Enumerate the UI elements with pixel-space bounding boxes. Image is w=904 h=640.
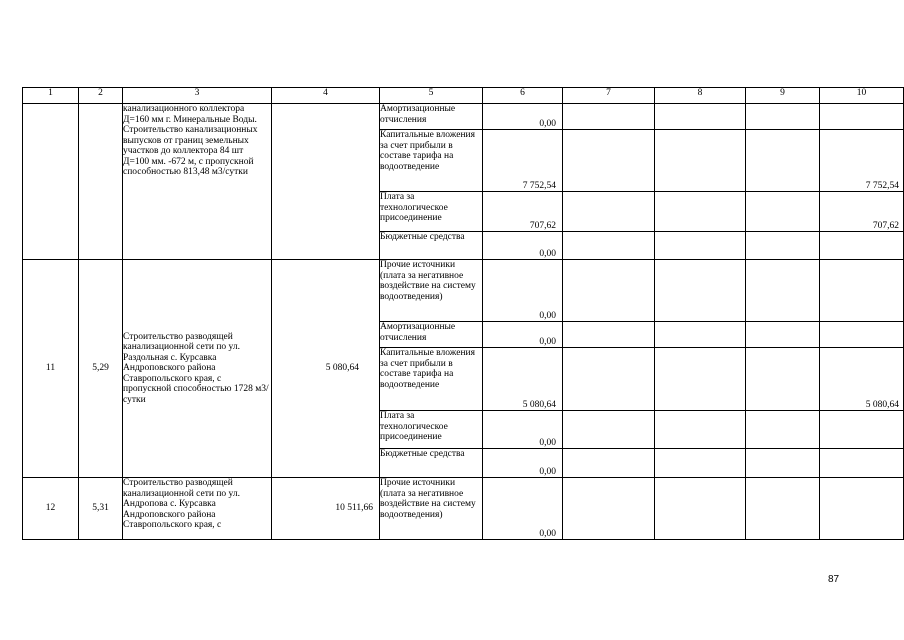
column-header: 1 <box>23 88 79 104</box>
amount-col10 <box>820 260 904 322</box>
row-number-cell: 12 <box>23 478 79 540</box>
funding-source: Прочие источники (плата за негативное воздействие на систему водоотведения) <box>380 478 483 540</box>
amount-col10 <box>820 449 904 478</box>
item-code-cell <box>79 104 123 260</box>
amount-col10: 707,62 <box>820 192 904 232</box>
funding-source: Капитальные вложения за счет прибыли в составе тарифа на водоотведение <box>380 348 483 411</box>
amount-col10 <box>820 478 904 540</box>
project-description: Строительство разводящей канализационной сети по ул. Раздольная с. Курсавка Андроповского района Ставропольского края, с пропускной способностью 1728 м3/сутки <box>123 260 272 478</box>
item-code-cell: 5,31 <box>79 478 123 540</box>
funding-source: Прочие источники (плата за негативное воздействие на систему водоотведения) <box>380 260 483 322</box>
funding-source: Амортизационные отчисления <box>380 104 483 130</box>
amount-col6: 0,00 <box>483 449 563 478</box>
amount-col6: 0,00 <box>483 104 563 130</box>
amount-col6: 0,00 <box>483 478 563 540</box>
amount-col6: 0,00 <box>483 322 563 348</box>
row-number-cell: 11 <box>23 260 79 478</box>
column-header: 4 <box>272 88 380 104</box>
funding-source: Бюджетные средства <box>380 232 483 260</box>
item-code-cell: 5,29 <box>79 260 123 478</box>
table-row <box>23 478 904 540</box>
column-header: 6 <box>483 88 563 104</box>
column-header: 7 <box>563 88 655 104</box>
row-number-cell <box>23 104 79 260</box>
amount-col10 <box>820 104 904 130</box>
amount-col6: 0,00 <box>483 260 563 322</box>
table-row <box>23 104 904 130</box>
funding-source: Капитальные вложения за счет прибыли в составе тарифа на водоотведение <box>380 130 483 192</box>
column-header: 5 <box>380 88 483 104</box>
column-header: 2 <box>79 88 123 104</box>
amount-col6: 0,00 <box>483 232 563 260</box>
amount-col6: 707,62 <box>483 192 563 232</box>
amount-col6: 5 080,64 <box>483 348 563 411</box>
project-description: канализационного коллектора Д=160 мм г. Минеральные Воды. Строительство канализационных выпусков от границ земельных участков до коллектора 84 шт Д=100 мм. -672 м, с пропускной способностью 813,48 м3/сутки <box>123 104 272 260</box>
amount-col6: 0,00 <box>483 411 563 449</box>
column-header: 9 <box>746 88 820 104</box>
funding-source: Амортизационные отчисления <box>380 322 483 348</box>
investment-table <box>22 87 904 540</box>
column-number-row <box>23 88 904 104</box>
project-total-cell: 5 080,64 <box>272 260 380 478</box>
amount-col10: 7 752,54 <box>820 130 904 192</box>
table-row <box>23 260 904 322</box>
project-total-cell <box>272 104 380 260</box>
amount-col10: 5 080,64 <box>820 348 904 411</box>
project-total-cell: 10 511,66 <box>272 478 380 540</box>
amount-col10 <box>820 232 904 260</box>
funding-source: Плата за технологическое присоединение <box>380 192 483 232</box>
funding-source: Плата за технологическое присоединение <box>380 411 483 449</box>
amount-col10 <box>820 411 904 449</box>
amount-col10 <box>820 322 904 348</box>
column-header: 3 <box>123 88 272 104</box>
column-header: 10 <box>820 88 904 104</box>
amount-col6: 7 752,54 <box>483 130 563 192</box>
column-header: 8 <box>655 88 746 104</box>
page-number: 87 <box>828 574 840 585</box>
project-description: Строительство разводящей канализационной сети по ул. Андропова с. Курсавка Андроповского района Ставропольского края, с <box>123 478 272 540</box>
funding-source: Бюджетные средства <box>380 449 483 478</box>
